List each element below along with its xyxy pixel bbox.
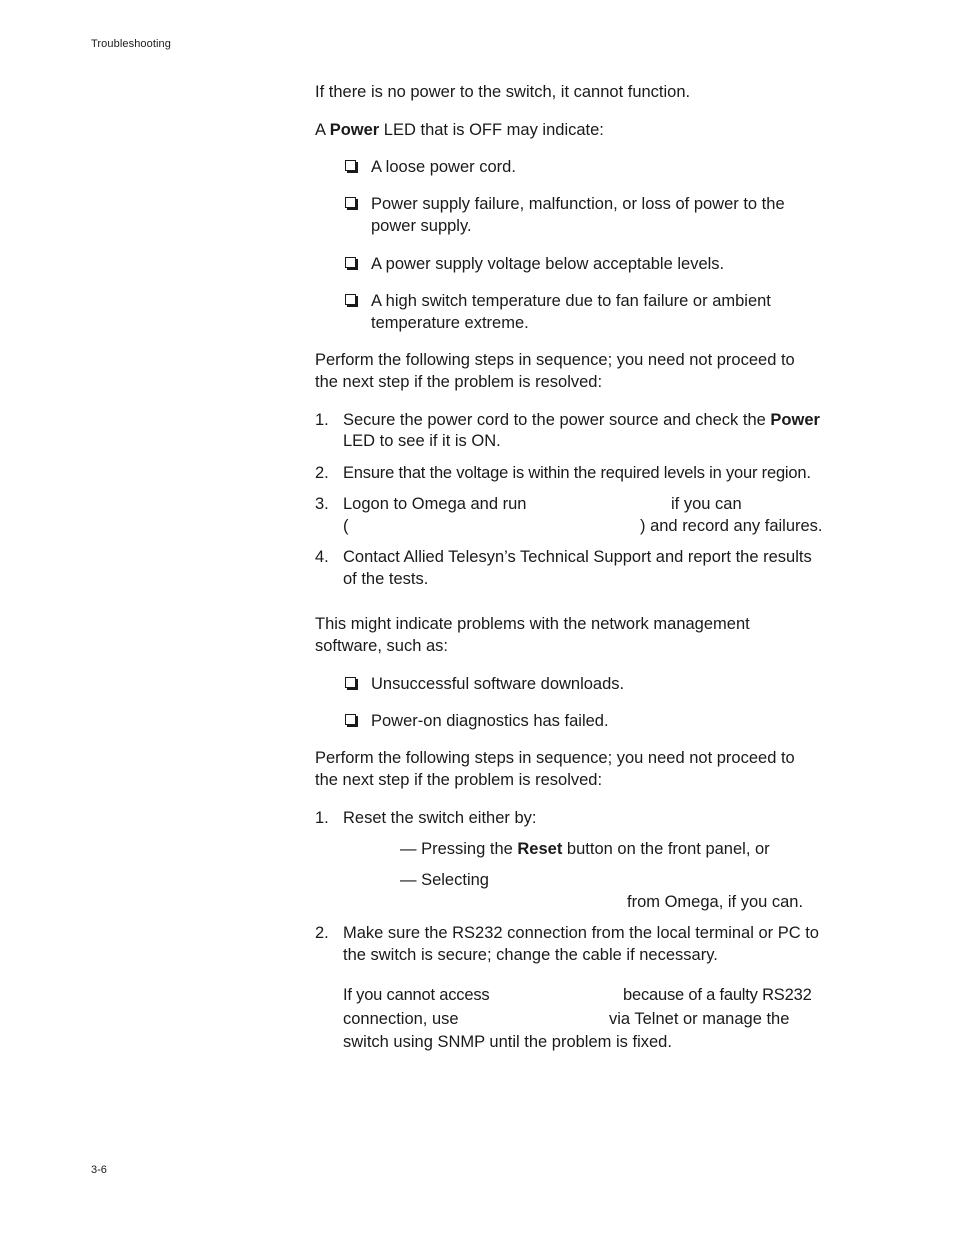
- checkbox-bullet-icon: [345, 197, 356, 208]
- power-step-4-line-2: of the tests.: [343, 570, 429, 588]
- note-line-2a: connection, use: [343, 1010, 459, 1028]
- reset-bold: Reset: [517, 840, 563, 858]
- power-bullet-2-line-2: power supply.: [371, 217, 472, 235]
- software-steps-intro-line-1: Perform the following steps in sequence; you need not proceed to: [315, 749, 795, 767]
- page-number: 3-6: [91, 1164, 107, 1176]
- step-number: 3.: [315, 495, 329, 513]
- checkbox-bullet-icon: [345, 677, 356, 688]
- software-step-1: Reset the switch either by:: [343, 809, 537, 827]
- power-step-1-line-2: LED to see if it is ON.: [343, 432, 501, 450]
- note-line-1a: If you cannot access: [343, 986, 490, 1004]
- software-steps-intro-line-2: the next step if the problem is resolved:: [315, 771, 603, 789]
- software-step-1-option-b: — Selecting: [400, 871, 489, 889]
- software-bullet-2: Power-on diagnostics has failed.: [371, 712, 609, 730]
- software-intro-line-2: software, such as:: [315, 637, 448, 655]
- power-steps-intro-line-2: the next step if the problem is resolved:: [315, 373, 603, 391]
- power-intro: If there is no power to the switch, it cannot function.: [315, 83, 691, 101]
- note-line-3: switch using SNMP until the problem is fixed.: [343, 1033, 672, 1051]
- power-bullet-1: A loose power cord.: [371, 158, 516, 176]
- running-header: Troubleshooting: [91, 38, 171, 50]
- checkbox-bullet-icon: [345, 294, 356, 305]
- power-led-bold: Power: [329, 121, 380, 139]
- power-led-lead: A Power LED that is OFF may indicate:: [315, 121, 604, 139]
- checkbox-bullet-icon: [345, 160, 356, 171]
- step-number: 4.: [315, 548, 329, 566]
- power-bullet-3: A power supply voltage below acceptable levels.: [371, 255, 725, 273]
- power-step-3-line-2a: (: [343, 517, 349, 535]
- checkbox-bullet-icon: [345, 714, 356, 725]
- power-step-3-line-1a: Logon to Omega and run: [343, 495, 527, 513]
- power-step-2: Ensure that the voltage is within the required levels in your region.: [343, 464, 811, 482]
- step-number: 1.: [315, 411, 329, 429]
- step-number: 2.: [315, 924, 329, 942]
- power-bullet-2-line-1: Power supply failure, malfunction, or loss of power to the: [371, 195, 785, 213]
- software-step-2-line-2: the switch is secure; change the cable if necessary.: [343, 946, 718, 964]
- power-step-4-line-1: Contact Allied Telesyn’s Technical Support and report the results: [343, 548, 812, 566]
- power-step-1-line-1: Secure the power cord to the power source and check the Power: [343, 411, 820, 429]
- software-step-1-option-b-line-2: from Omega, if you can.: [627, 893, 804, 911]
- power-step-3-line-2b: ) and record any failures.: [640, 517, 823, 535]
- software-step-2-line-1: Make sure the RS232 connection from the local terminal or PC to: [343, 924, 819, 942]
- note-line-1b: because of a faulty RS232: [623, 986, 812, 1004]
- software-bullet-1: Unsuccessful software downloads.: [371, 675, 625, 693]
- step-number: 2.: [315, 464, 329, 482]
- software-intro-line-1: This might indicate problems with the network management: [315, 615, 750, 633]
- power-bullet-4-line-2: temperature extreme.: [371, 314, 529, 332]
- power-steps-intro-line-1: Perform the following steps in sequence; you need not proceed to: [315, 351, 795, 369]
- power-step-3-line-1b: if you can: [671, 495, 742, 513]
- step-number: 1.: [315, 809, 329, 827]
- software-step-1-option-a: — Pressing the Reset button on the front panel, or: [400, 840, 770, 858]
- checkbox-bullet-icon: [345, 257, 356, 268]
- note-line-2b: via Telnet or manage the: [609, 1010, 790, 1028]
- power-bullet-4-line-1: A high switch temperature due to fan failure or ambient: [371, 292, 771, 310]
